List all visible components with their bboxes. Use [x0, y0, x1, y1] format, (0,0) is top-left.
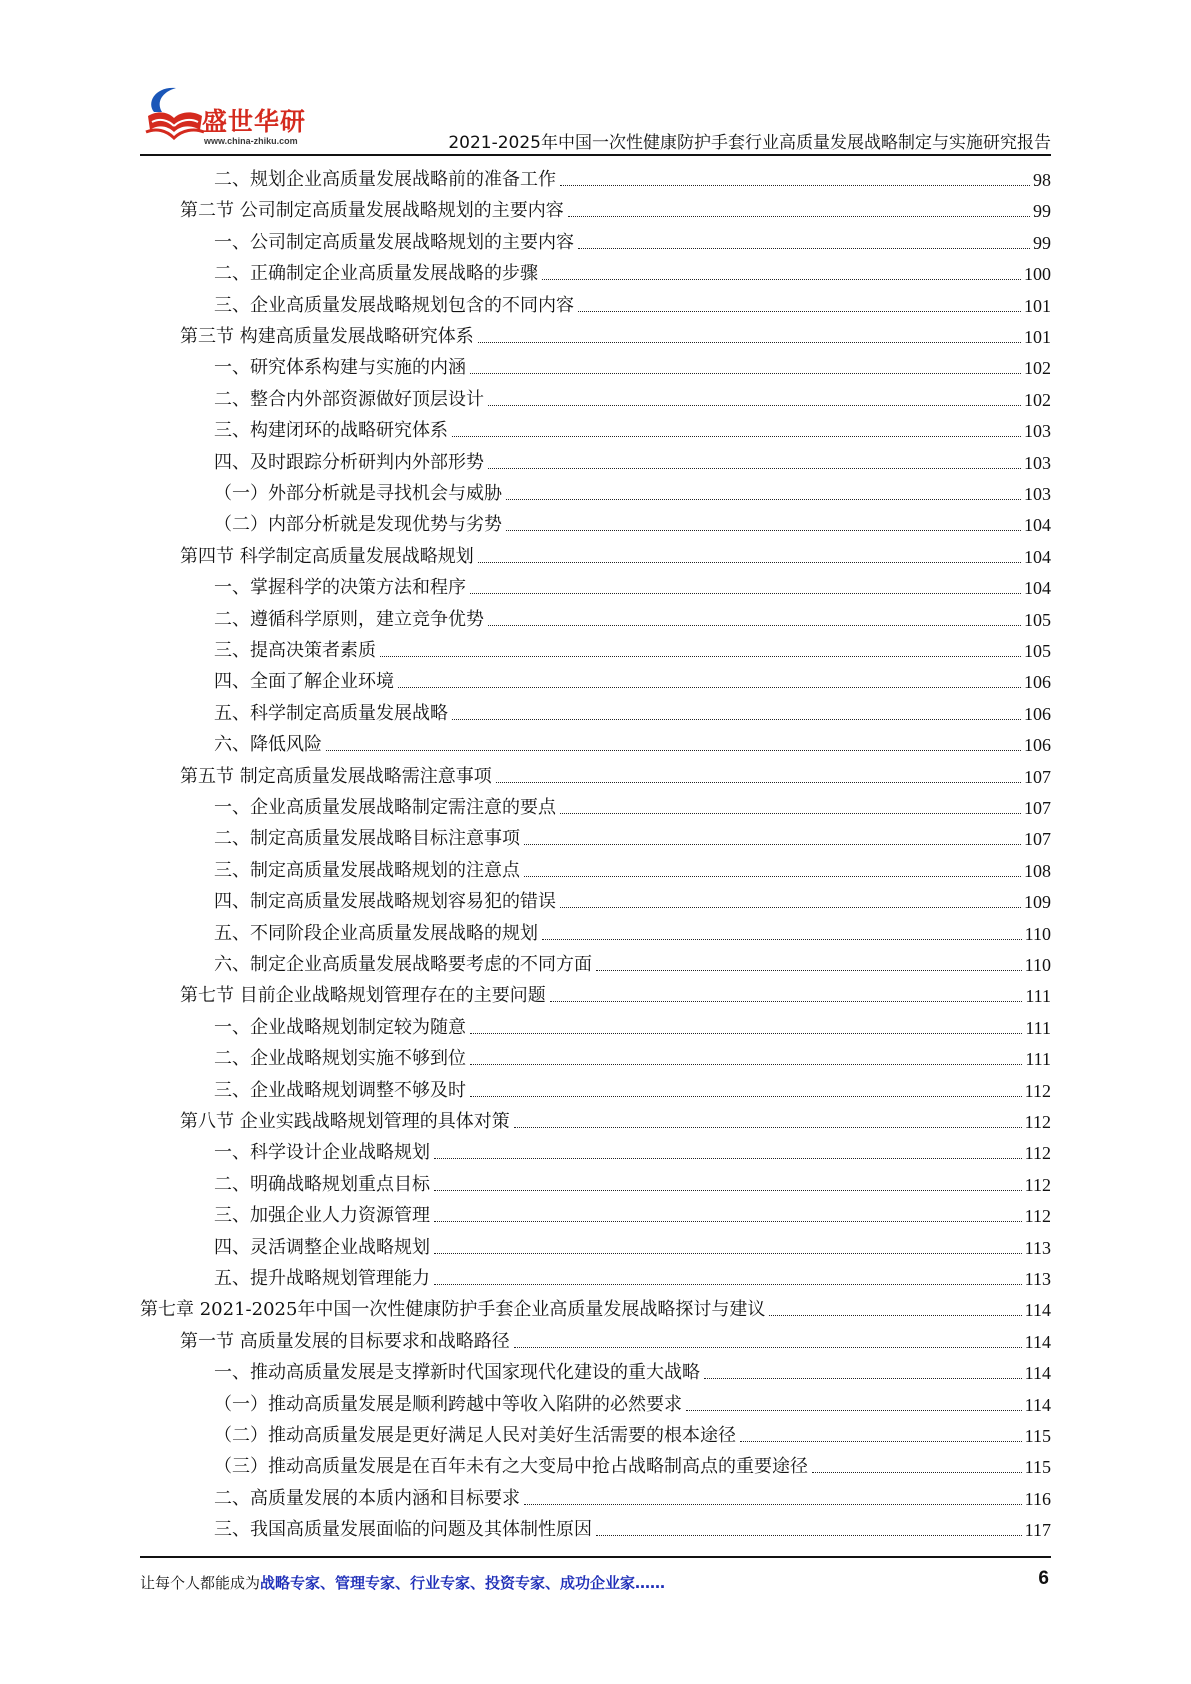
toc-entry[interactable]	[180, 1322, 1051, 1353]
toc-dot-leader	[434, 1158, 1022, 1159]
toc-entry-title: 第三节 构建高质量发展战略研究体系	[180, 326, 474, 347]
toc-entry[interactable]	[214, 223, 1051, 254]
toc-entry[interactable]	[214, 1353, 1051, 1384]
toc-entry-title: （一）推动高质量发展是顺利跨越中等收入陷阱的必然要求	[214, 1393, 682, 1415]
toc-entry-page: 115	[1024, 1426, 1051, 1446]
toc-entry-title: （一）外部分析就是寻找机会与威胁	[214, 483, 502, 504]
toc-dot-leader	[506, 499, 1021, 500]
toc-entry-title: 第一节 高质量发展的目标要求和战略路径	[180, 1330, 510, 1352]
toc-dot-leader	[470, 593, 1021, 594]
toc-entry[interactable]	[214, 1385, 1051, 1416]
footer-slogan	[140, 1572, 665, 1593]
toc-dot-leader	[488, 625, 1021, 626]
toc-entry-page: 109	[1024, 892, 1051, 913]
toc-entry-title: 三、企业高质量发展战略规划包含的不同内容	[214, 294, 574, 316]
toc-dot-leader	[596, 970, 1022, 971]
toc-entry-page: 102	[1024, 389, 1051, 410]
toc-entry[interactable]	[214, 1039, 1051, 1070]
toc-entry-title: 三、提高决策者素质	[214, 640, 376, 661]
toc-entry-page: 114	[1024, 1331, 1051, 1352]
toc-entry[interactable]	[214, 1479, 1051, 1510]
toc-entry-title: 四、灵活调整企业战略规划	[214, 1236, 430, 1258]
toc-entry[interactable]	[214, 160, 1051, 191]
toc-entry-page: 112	[1024, 1206, 1051, 1227]
toc-dot-leader	[478, 562, 1021, 563]
toc-entry[interactable]	[214, 443, 1051, 474]
toc-entry-page: 105	[1024, 609, 1051, 630]
toc-entry-title: 二、整合内外部资源做好顶层设计	[214, 388, 484, 410]
toc-entry-title: 三、企业战略规划调整不够及时	[214, 1079, 466, 1101]
toc-entry-title: 二、明确战略规划重点目标	[214, 1173, 430, 1195]
toc-dot-leader	[380, 656, 1021, 657]
toc-dot-leader	[560, 907, 1021, 908]
toc-dot-leader	[470, 1064, 1022, 1065]
toc-dot-leader	[478, 342, 1021, 343]
toc-entry[interactable]	[214, 1165, 1051, 1196]
toc-entry-title: 第四节 科学制定高质量发展战略规划	[180, 545, 474, 567]
toc-entry[interactable]	[214, 725, 1051, 756]
toc-entry-title: 第二节 公司制定高质量发展战略规划的主要内容	[180, 200, 564, 222]
toc-entry-page: 112	[1024, 1112, 1051, 1132]
toc-dot-leader	[568, 216, 1030, 217]
toc-entry-title: 三、制定高质量发展战略规划的注意点	[214, 859, 520, 881]
toc-dot-leader	[578, 311, 1021, 312]
toc-entry-page: 103	[1024, 484, 1051, 504]
toc-entry-title: 六、降低风险	[214, 734, 322, 756]
toc-dot-leader	[488, 468, 1021, 469]
toc-dot-leader	[596, 1535, 1022, 1536]
toc-entry[interactable]	[180, 191, 1051, 222]
toc-dot-leader	[812, 1472, 1022, 1473]
toc-entry-page: 115	[1024, 1457, 1051, 1478]
toc-entry-title: 六、制定企业高质量发展战略要考虑的不同方面	[214, 954, 592, 975]
toc-entry[interactable]	[214, 694, 1051, 725]
company-logo	[140, 82, 380, 152]
toc-entry-page: 112	[1024, 1174, 1051, 1195]
toc-entry-page: 107	[1024, 798, 1051, 818]
toc-entry-page: 107	[1024, 766, 1051, 787]
toc-entry-page: 107	[1024, 829, 1051, 850]
toc-entry[interactable]	[214, 505, 1051, 536]
toc-entry-page: 112	[1024, 1080, 1051, 1101]
toc-entry-title: 五、提升战略规划管理能力	[214, 1268, 430, 1289]
toc-dot-leader	[686, 1410, 1022, 1411]
toc-entry[interactable]	[214, 1071, 1051, 1102]
toc-dot-leader	[452, 719, 1021, 720]
toc-entry[interactable]	[214, 348, 1051, 379]
toc-entry[interactable]	[214, 882, 1051, 913]
toc-entry-title: 五、不同阶段企业高质量发展战略的规划	[214, 922, 538, 944]
toc-entry-page: 114	[1024, 1394, 1051, 1415]
logo-book-icon	[140, 82, 210, 144]
toc-entry[interactable]	[180, 317, 1051, 348]
toc-entry-title: 四、全面了解企业环境	[214, 671, 394, 693]
toc-dot-leader	[514, 1127, 1022, 1128]
toc-entry[interactable]	[214, 662, 1051, 693]
toc-entry-title: 二、制定高质量发展战略目标注意事项	[214, 828, 520, 850]
toc-entry-page: 101	[1024, 327, 1051, 347]
toc-entry-title: 一、企业高质量发展战略制定需注意的要点	[214, 797, 556, 818]
toc-entry-title: 二、规划企业高质量发展战略前的准备工作	[214, 169, 556, 190]
toc-entry[interactable]	[214, 1510, 1051, 1541]
toc-entry[interactable]	[214, 1133, 1051, 1164]
toc-dot-leader	[496, 782, 1021, 783]
toc-dot-leader	[488, 405, 1021, 406]
toc-entry-title: 第七节 目前企业战略规划管理存在的主要问题	[180, 985, 546, 1007]
toc-entry-title: 三、加强企业人力资源管理	[214, 1205, 430, 1227]
toc-entry[interactable]	[214, 411, 1051, 442]
page-number: 6	[1038, 1568, 1049, 1589]
toc-entry[interactable]	[214, 568, 1051, 599]
toc-entry[interactable]	[214, 1447, 1051, 1478]
toc-entry[interactable]	[214, 819, 1051, 850]
toc-entry-title: 二、高质量发展的本质内涵和目标要求	[214, 1487, 520, 1509]
toc-entry[interactable]	[214, 1259, 1051, 1290]
toc-entry-page: 103	[1024, 421, 1051, 442]
toc-entry-page: 101	[1024, 295, 1051, 316]
toc-entry[interactable]	[214, 1416, 1051, 1447]
report-title: 2021-2025年中国一次性健康防护手套行业高质量发展战略制定与实施研究报告	[448, 133, 1051, 153]
toc-entry[interactable]	[214, 600, 1051, 631]
toc-entry-page: 104	[1024, 578, 1051, 599]
toc-entry[interactable]	[214, 914, 1051, 945]
toc-dot-leader	[550, 1001, 1023, 1002]
toc-entry-title: 二、正确制定企业高质量发展战略的步骤	[214, 263, 538, 285]
toc-entry-title: 三、构建闭环的战略研究体系	[214, 420, 448, 442]
toc-entry[interactable]	[180, 976, 1051, 1007]
toc-entry-page: 106	[1024, 735, 1051, 756]
toc-entry[interactable]	[180, 537, 1051, 568]
toc-entry-page: 99	[1033, 232, 1051, 253]
toc-entry-title: 四、制定高质量发展战略规划容易犯的错误	[214, 891, 556, 913]
toc-entry[interactable]	[214, 945, 1051, 976]
toc-dot-leader	[740, 1441, 1022, 1442]
toc-entry-title: （二）推动高质量发展是更好满足人民对美好生活需要的根本途径	[214, 1425, 736, 1446]
toc-entry-page: 103	[1024, 452, 1051, 473]
footer-roles: 战略专家、管理专家、行业专家、投资专家、成功企业家……	[260, 1574, 666, 1592]
toc-dot-leader	[578, 248, 1030, 249]
toc-entry-page: 106	[1024, 672, 1051, 693]
toc-dot-leader	[506, 530, 1021, 531]
toc-entry-page: 102	[1024, 358, 1051, 379]
toc-entry-page: 111	[1025, 1049, 1051, 1070]
page-header	[0, 0, 1191, 160]
toc-dot-leader	[470, 1033, 1022, 1034]
toc-dot-leader	[524, 844, 1021, 845]
toc-entry-title: 三、我国高质量发展面临的问题及其体制性原因	[214, 1519, 592, 1541]
header-divider	[140, 154, 1051, 156]
toc-entry-page: 114	[1024, 1300, 1051, 1321]
toc-entry-title: 一、掌握科学的决策方法和程序	[214, 577, 466, 599]
toc-dot-leader	[434, 1284, 1022, 1285]
toc-entry-title: 二、遵循科学原则，建立竞争优势	[214, 608, 484, 630]
toc-entry-title: 二、企业战略规划实施不够到位	[214, 1048, 466, 1070]
toc-dot-leader	[470, 373, 1021, 374]
toc-entry[interactable]	[140, 1290, 1051, 1321]
toc-entry[interactable]	[214, 254, 1051, 285]
toc-entry-title: 第八节 企业实践战略规划管理的具体对策	[180, 1111, 510, 1132]
toc-dot-leader	[524, 876, 1021, 877]
toc-dot-leader	[434, 1190, 1022, 1191]
toc-dot-leader	[524, 1504, 1022, 1505]
toc-entry-title: 一、研究体系构建与实施的内涵	[214, 357, 466, 379]
toc-entry-page: 105	[1024, 641, 1051, 661]
footer-prefix: 让每个人都能成为	[140, 1574, 261, 1592]
toc-entry-page: 106	[1024, 703, 1051, 724]
toc-entry[interactable]	[214, 1196, 1051, 1227]
toc-entry-page: 111	[1025, 986, 1051, 1007]
toc-entry-page: 99	[1033, 201, 1051, 222]
toc-entry-page: 98	[1033, 170, 1051, 190]
toc-entry-page: 110	[1024, 923, 1051, 944]
toc-entry-page: 110	[1024, 955, 1051, 975]
toc-entry[interactable]	[180, 757, 1051, 788]
toc-entry[interactable]	[180, 1102, 1051, 1133]
toc-entry-page: 104	[1024, 515, 1051, 536]
toc-entry[interactable]	[214, 788, 1051, 819]
toc-dot-leader	[434, 1253, 1022, 1254]
toc-dot-leader	[542, 939, 1022, 940]
footer-divider	[140, 1556, 1051, 1558]
toc-entry[interactable]	[214, 380, 1051, 411]
logo-name: 盛世华研	[202, 107, 307, 136]
toc-entry-page: 114	[1024, 1363, 1051, 1384]
toc-dot-leader	[434, 1221, 1022, 1222]
toc-entry-title: 一、企业战略规划制定较为随意	[214, 1016, 466, 1038]
toc-entry-title: 一、公司制定高质量发展战略规划的主要内容	[214, 231, 574, 253]
toc-dot-leader	[704, 1378, 1022, 1379]
toc-entry[interactable]	[214, 631, 1051, 662]
toc-entry-page: 117	[1024, 1520, 1051, 1541]
toc-entry-title: 一、推动高质量发展是支撑新时代国家现代化建设的重大战略	[214, 1362, 700, 1384]
toc-entry[interactable]	[214, 1228, 1051, 1259]
toc-dot-leader	[514, 1347, 1022, 1348]
toc-entry-page: 100	[1024, 264, 1051, 285]
toc-entry-page: 116	[1024, 1488, 1051, 1509]
toc-entry[interactable]	[214, 1008, 1051, 1039]
toc-dot-leader	[769, 1315, 1021, 1316]
toc-dot-leader	[542, 279, 1021, 280]
toc-dot-leader	[560, 185, 1030, 186]
toc-dot-leader	[560, 813, 1021, 814]
toc-entry-page: 111	[1025, 1017, 1051, 1038]
toc-dot-leader	[470, 1096, 1022, 1097]
toc-dot-leader	[452, 436, 1021, 437]
toc-entry-title: 第七章 2021-2025年中国一次性健康防护手套企业高质量发展战略探讨与建议	[140, 1299, 766, 1321]
logo-url: www.china-zhiku.com	[204, 136, 298, 146]
toc-dot-leader	[398, 687, 1021, 688]
toc-entry-title: 第五节 制定高质量发展战略需注意事项	[180, 765, 492, 787]
toc-entry-title: （二）内部分析就是发现优势与劣势	[214, 514, 502, 536]
toc-entry-title: 五、科学制定高质量发展战略	[214, 702, 448, 724]
toc-entry-title: （三）推动高质量发展是在百年未有之大变局中抢占战略制高点的重要途径	[214, 1456, 808, 1478]
toc-entry[interactable]	[214, 286, 1051, 317]
toc-entry-page: 104	[1024, 546, 1051, 567]
toc-entry-page: 113	[1024, 1269, 1051, 1289]
toc-entry-title: 一、科学设计企业战略规划	[214, 1142, 430, 1164]
toc-entry[interactable]	[214, 474, 1051, 505]
toc-entry[interactable]	[214, 851, 1051, 882]
toc-entry-page: 108	[1024, 860, 1051, 881]
toc-entry-title: 四、及时跟踪分析研判内外部形势	[214, 451, 484, 473]
toc-dot-leader	[326, 750, 1021, 751]
toc-entry-page: 113	[1024, 1237, 1051, 1258]
toc-entry-page: 112	[1024, 1143, 1051, 1164]
